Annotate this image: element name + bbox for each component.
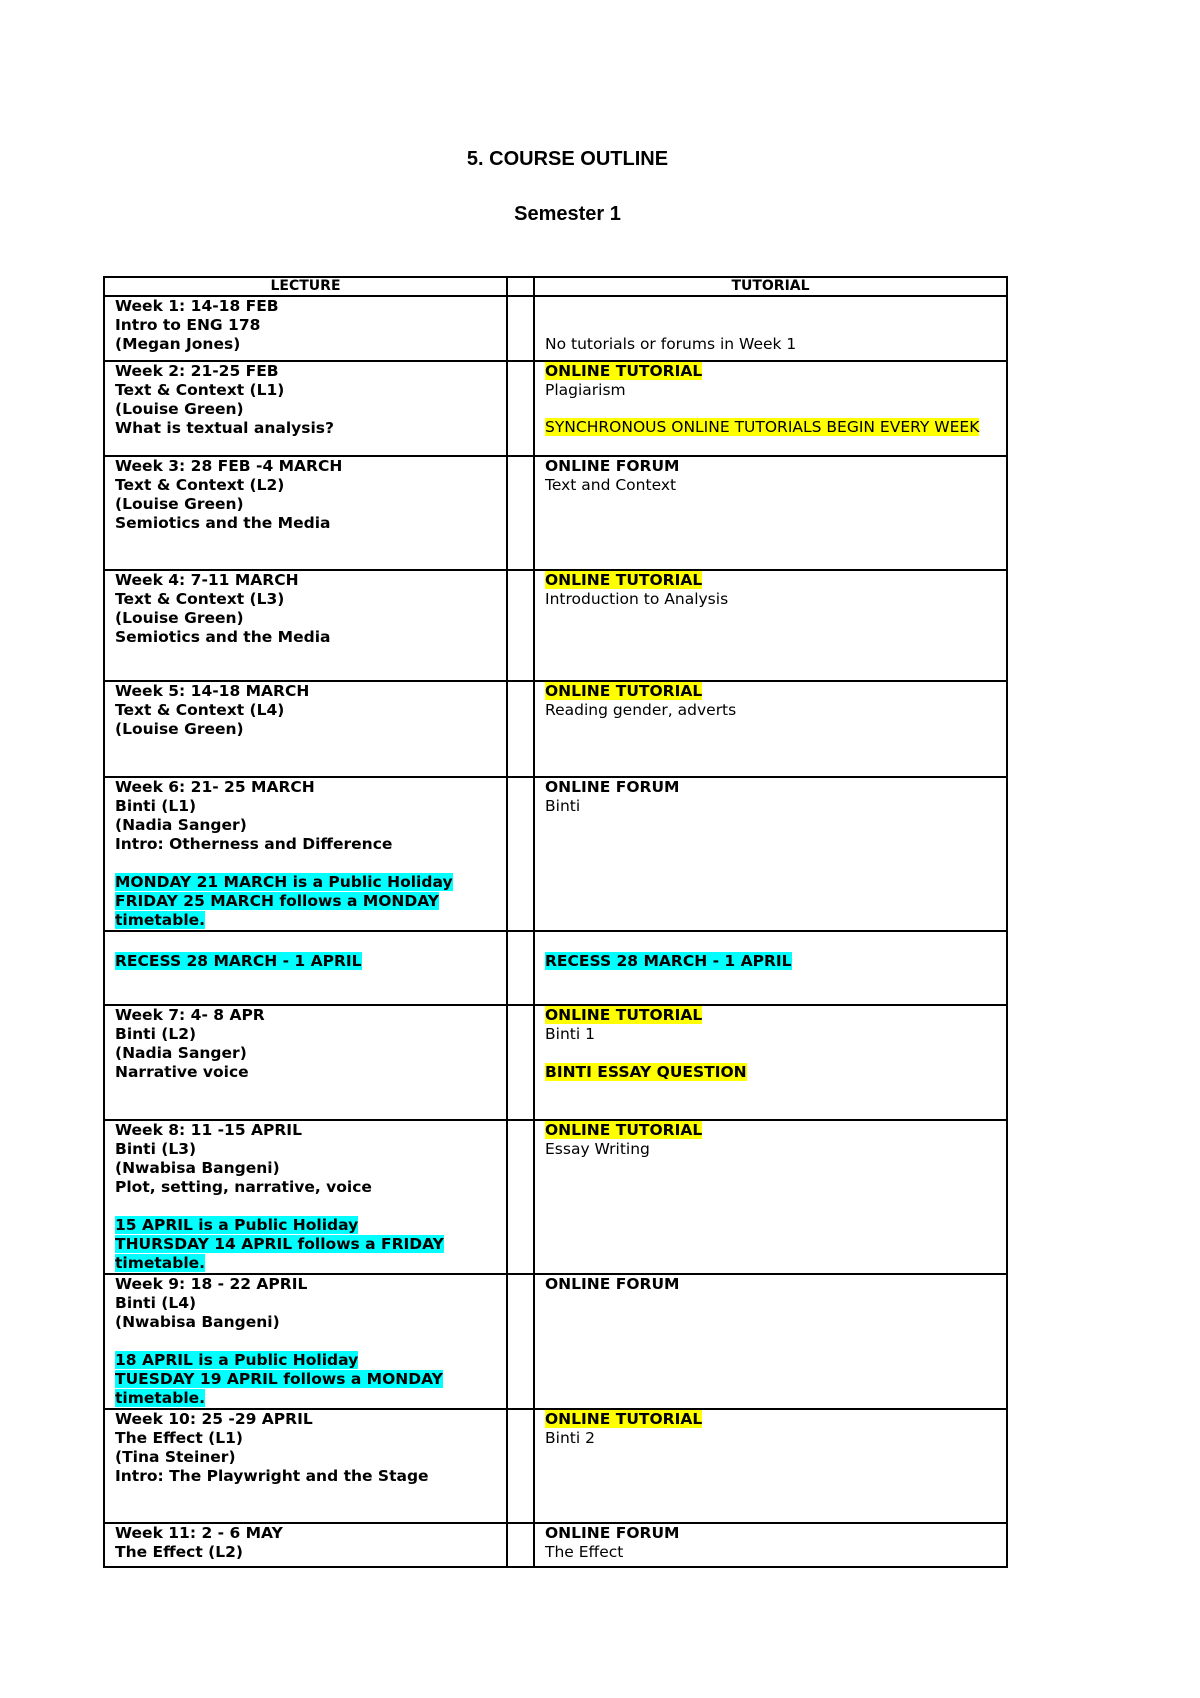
lecturer-name: (Nwabisa Bangeni) (115, 1159, 280, 1177)
holiday-note: 18 APRIL is a Public Holiday (115, 1351, 359, 1369)
tutorial-text: Binti 1 (545, 1025, 595, 1043)
tutorial-heading: ONLINE FORUM (545, 457, 680, 475)
lecture-subtitle: Narrative voice (115, 1063, 249, 1081)
tutorial-heading: ONLINE TUTORIAL (545, 571, 703, 589)
tutorial-heading: ONLINE TUTORIAL (545, 682, 703, 700)
spacer-cell (507, 1274, 534, 1409)
lecture-topic: Text & Context (L4) (115, 701, 285, 719)
tutorial-cell (534, 296, 1007, 361)
tutorial-cell (534, 1523, 1007, 1567)
tutorial-text: Text and Context (545, 476, 677, 494)
tutorial-text: Binti (545, 797, 581, 815)
tutorial-text: Binti 2 (545, 1429, 595, 1447)
spacer-cell (507, 296, 534, 361)
holiday-note: MONDAY 21 MARCH is a Public Holiday (115, 873, 453, 891)
tutorial-cell (534, 1274, 1007, 1409)
tutorial-heading: ONLINE FORUM (545, 1275, 680, 1293)
spacer-cell (507, 931, 534, 1005)
tutorial-cell (534, 681, 1007, 777)
spacer-cell (507, 456, 534, 570)
lecturer-name: (Megan Jones) (115, 335, 241, 353)
lecturer-name: (Louise Green) (115, 400, 244, 418)
lecture-subtitle: Plot, setting, narrative, voice (115, 1178, 372, 1196)
table-row (104, 570, 1007, 681)
week-label: Week 8: 11 -15 APRIL (115, 1121, 302, 1139)
tutorial-cell (534, 777, 1007, 931)
holiday-note: timetable. (115, 911, 206, 929)
spacer-cell (507, 681, 534, 777)
tutorial-text: Essay Writing (545, 1140, 650, 1158)
holiday-note: FRIDAY 25 MARCH follows a MONDAY (115, 892, 439, 910)
spacer-cell (507, 1005, 534, 1120)
lecture-topic: Binti (L2) (115, 1025, 197, 1043)
tutorial-cell (534, 1409, 1007, 1523)
lecture-topic: The Effect (L1) (115, 1429, 243, 1447)
spacer-cell (507, 361, 534, 456)
tutorial-text: The Effect (545, 1543, 624, 1561)
lecture-topic: Text & Context (L2) (115, 476, 285, 494)
lecture-cell (104, 1274, 507, 1409)
lecture-topic: The Effect (L2) (115, 1543, 243, 1561)
table-row (104, 681, 1007, 777)
lecture-cell (104, 777, 507, 931)
tutorial-cell (534, 456, 1007, 570)
recess-label: RECESS 28 MARCH - 1 APRIL (115, 952, 362, 970)
tutorial-note: BINTI ESSAY QUESTION (545, 1063, 747, 1081)
lecturer-name: (Louise Green) (115, 495, 244, 513)
tutorial-note: SYNCHRONOUS ONLINE TUTORIALS BEGIN EVERY WEEK (545, 418, 980, 436)
lecture-subtitle: Semiotics and the Media (115, 514, 331, 532)
tutorial-text: No tutorials or forums in Week 1 (545, 335, 797, 353)
lecture-topic: Binti (L3) (115, 1140, 197, 1158)
lecture-cell (104, 456, 507, 570)
lecture-topic: Intro to ENG 178 (115, 316, 261, 334)
tutorial-text: Plagiarism (545, 381, 626, 399)
spacer-column-header (507, 277, 534, 296)
table-row (104, 456, 1007, 570)
lecturer-name: (Nadia Sanger) (115, 816, 247, 834)
lecturer-name: (Nadia Sanger) (115, 1044, 247, 1062)
lecture-cell (104, 361, 507, 456)
lecture-cell (104, 931, 507, 1005)
week-label: Week 7: 4- 8 APR (115, 1006, 265, 1024)
table-row (104, 1523, 1007, 1567)
tutorial-text: Reading gender, adverts (545, 701, 737, 719)
lecture-cell (104, 570, 507, 681)
lecture-cell (104, 681, 507, 777)
lecture-topic: Binti (L4) (115, 1294, 197, 1312)
week-label: Week 10: 25 -29 APRIL (115, 1410, 313, 1428)
tutorial-heading: ONLINE TUTORIAL (545, 362, 703, 380)
spacer-cell (507, 777, 534, 931)
lecturer-name: (Nwabisa Bangeni) (115, 1313, 280, 1331)
table-row (104, 1274, 1007, 1409)
lecture-cell (104, 1409, 507, 1523)
tutorial-column-header: TUTORIAL (534, 277, 1007, 296)
tutorial-cell (534, 361, 1007, 456)
lecture-subtitle: Intro: Otherness and Difference (115, 835, 393, 853)
lecturer-name: (Louise Green) (115, 609, 244, 627)
week-label: Week 4: 7-11 MARCH (115, 571, 299, 589)
week-label: Week 2: 21-25 FEB (115, 362, 279, 380)
holiday-note: 15 APRIL is a Public Holiday (115, 1216, 359, 1234)
week-label: Week 3: 28 FEB -4 MARCH (115, 457, 343, 475)
tutorial-cell (534, 570, 1007, 681)
recess-label: RECESS 28 MARCH - 1 APRIL (545, 952, 792, 970)
lecture-column-header: LECTURE (104, 277, 507, 296)
lecturer-name: (Tina Steiner) (115, 1448, 236, 1466)
tutorial-heading: ONLINE TUTORIAL (545, 1410, 703, 1428)
holiday-note: THURSDAY 14 APRIL follows a FRIDAY (115, 1235, 444, 1253)
lecture-cell (104, 1005, 507, 1120)
page-subtitle: Semester 1 (514, 203, 621, 225)
lecture-subtitle: Semiotics and the Media (115, 628, 331, 646)
table-row (104, 296, 1007, 361)
table-row (104, 1409, 1007, 1523)
lecture-subtitle: What is textual analysis? (115, 419, 334, 437)
lecture-cell (104, 296, 507, 361)
tutorial-heading: ONLINE TUTORIAL (545, 1121, 703, 1139)
lecture-topic: Text & Context (L3) (115, 590, 285, 608)
tutorial-heading: ONLINE FORUM (545, 1524, 680, 1542)
lecturer-name: (Louise Green) (115, 720, 244, 738)
spacer-cell (507, 1120, 534, 1274)
lecture-topic: Text & Context (L1) (115, 381, 285, 399)
tutorial-cell (534, 1120, 1007, 1274)
tutorial-heading: ONLINE TUTORIAL (545, 1006, 703, 1024)
week-label: Week 6: 21- 25 MARCH (115, 778, 315, 796)
lecture-topic: Binti (L1) (115, 797, 197, 815)
tutorial-cell (534, 1005, 1007, 1120)
holiday-note: timetable. (115, 1254, 206, 1272)
spacer-cell (507, 1409, 534, 1523)
table-row (104, 1005, 1007, 1120)
spacer-cell (507, 570, 534, 681)
week-label: Week 1: 14-18 FEB (115, 297, 279, 315)
tutorial-cell (534, 931, 1007, 1005)
table-row (104, 361, 1007, 456)
table-row (104, 777, 1007, 931)
tutorial-heading: ONLINE FORUM (545, 778, 680, 796)
page-title: 5. COURSE OUTLINE (466, 148, 669, 170)
lecture-subtitle: Intro: The Playwright and the Stage (115, 1467, 429, 1485)
spacer-cell (507, 1523, 534, 1567)
lecture-cell (104, 1523, 507, 1567)
course-outline-table (103, 276, 1008, 1568)
week-label: Week 5: 14-18 MARCH (115, 682, 310, 700)
week-label: Week 9: 18 - 22 APRIL (115, 1275, 308, 1293)
lecture-cell (104, 1120, 507, 1274)
holiday-note: TUESDAY 19 APRIL follows a MONDAY (115, 1370, 443, 1388)
week-label: Week 11: 2 - 6 MAY (115, 1524, 283, 1542)
table-row (104, 1120, 1007, 1274)
table-row (104, 931, 1007, 1005)
holiday-note: timetable. (115, 1389, 206, 1407)
tutorial-text: Introduction to Analysis (545, 590, 729, 608)
